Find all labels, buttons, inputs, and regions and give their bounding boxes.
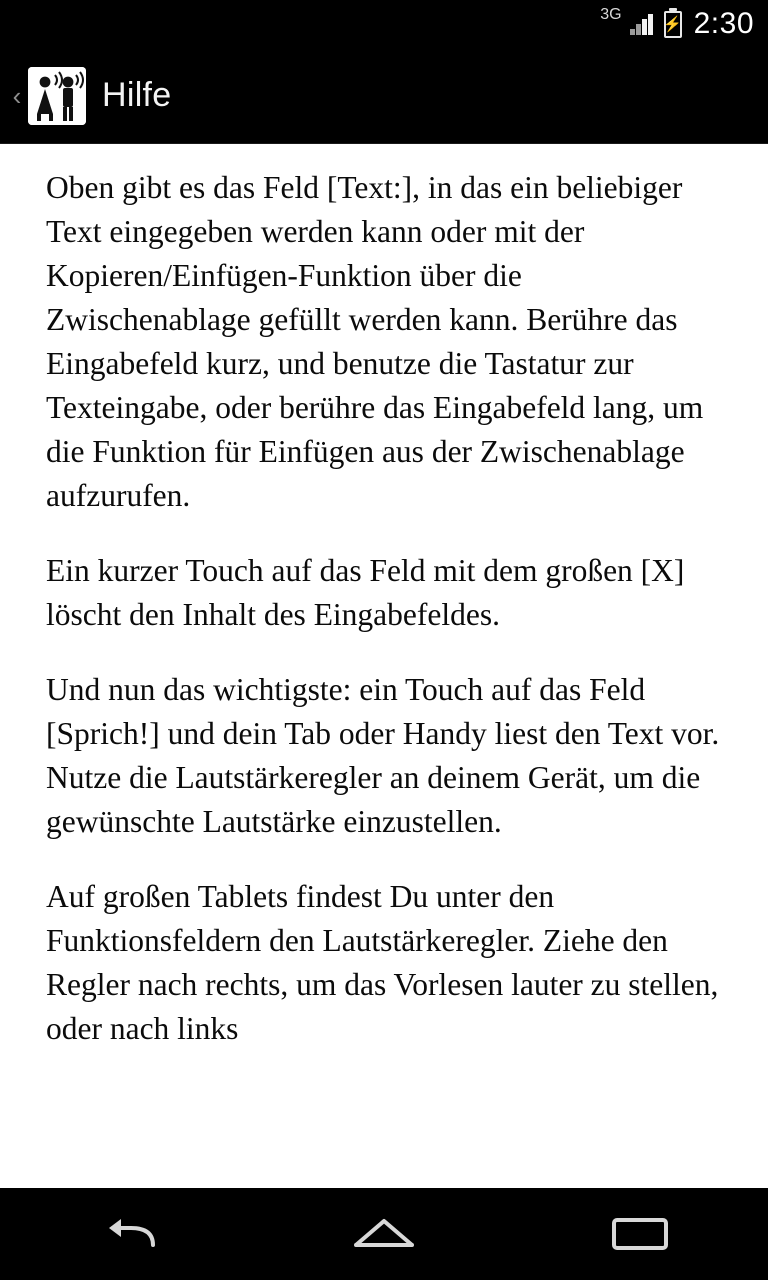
help-text-scroll-area[interactable] — [0, 144, 768, 1188]
network-type-label: 3G — [600, 6, 622, 23]
action-bar — [0, 48, 768, 144]
back-caret-icon[interactable]: ‹ — [12, 80, 22, 111]
home-button[interactable] — [309, 1188, 459, 1280]
help-paragraph: Oben gibt es das Feld [Text:], in das ein beliebiger Text eingegeben werden kann oder mit der Kopieren/Einfügen-Funktion über die Zwischenablage gefüllt werden kann. Berühre das Eingabefeld kurz, und benutze die Tastatur zur Texteingabe, oder berühre das Eingabefeld lang, um die Funktion für Einfügen aus der Zwischenablage aufzurufen. — [46, 170, 704, 513]
recents-button[interactable] — [565, 1188, 715, 1280]
system-navigation-bar — [0, 1188, 768, 1280]
status-icons — [600, 7, 754, 41]
back-button[interactable] — [53, 1188, 203, 1280]
battery-charging-icon — [664, 11, 682, 38]
status-clock: 2:30 — [693, 7, 754, 40]
help-paragraph: Auf großen Tablets findest Du unter den Funktionsfeldern den Lautstärkeregler. Ziehe den Regler nach rechts, um das Vorlesen lauter zu stellen, oder nach links — [46, 879, 719, 1046]
battery-bolt-glyph: ⚡ — [663, 15, 682, 33]
signal-bars-icon — [630, 11, 656, 37]
help-paragraph: Und nun das wichtigste: ein Touch auf das Feld [Sprich!] und dein Tab oder Handy liest den Text vor. Nutze die Lautstärkeregler an deinem Gerät, um die gewünschte Lautstärke einzustellen. — [46, 672, 720, 839]
status-bar — [0, 0, 768, 48]
page-title: Hilfe — [102, 76, 172, 114]
help-paragraph: Ein kurzer Touch auf das Feld mit dem großen [X] löscht den Inhalt des Eingabefeldes. — [46, 553, 685, 632]
talking-people-app-icon[interactable] — [28, 67, 86, 125]
